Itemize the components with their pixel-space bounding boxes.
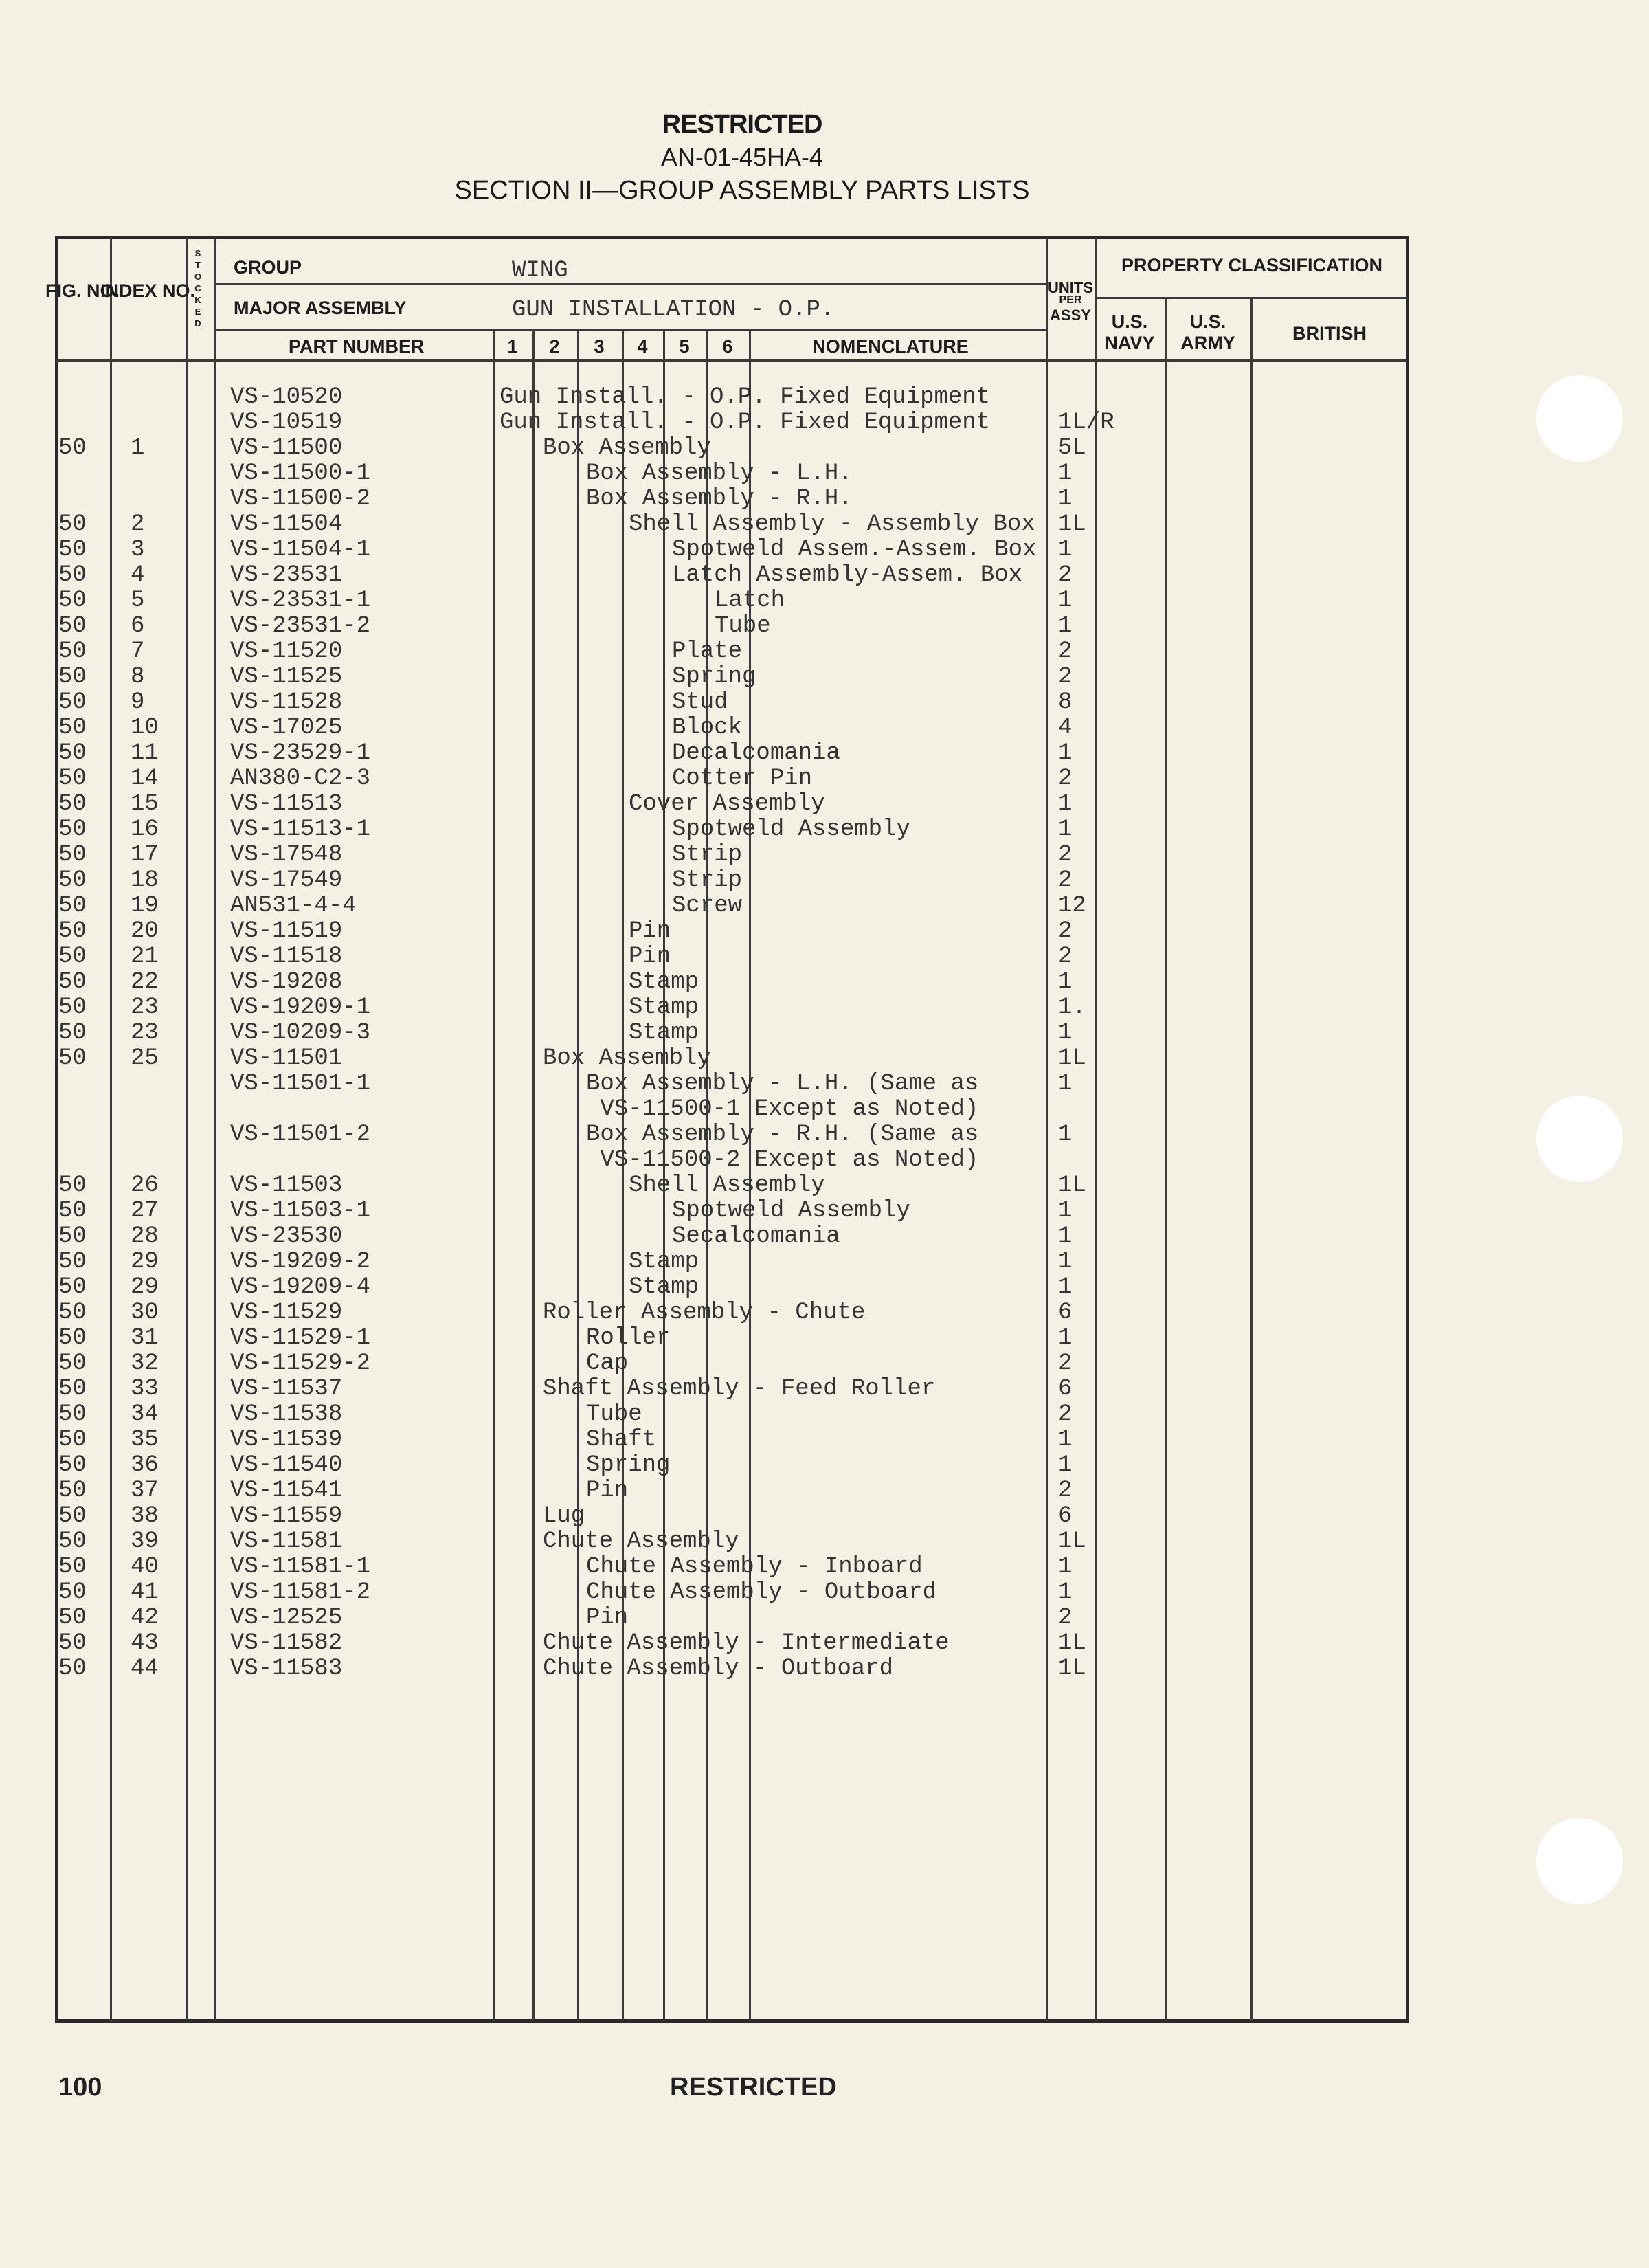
units-cell: 5L bbox=[1058, 435, 1086, 461]
nomenclature-cell: Box Assembly - R.H. (Same as bbox=[586, 1122, 979, 1148]
units-cell: 1L bbox=[1058, 1656, 1086, 1682]
group-value: WING bbox=[512, 258, 568, 284]
nomenclature-cell: Pin bbox=[629, 944, 671, 970]
fig-no-cell: 50 bbox=[58, 1045, 87, 1071]
index-no-cell: 29 bbox=[131, 1274, 159, 1300]
nomenclature-cell: Block bbox=[672, 715, 743, 741]
part-number-cell: VS-11582 bbox=[230, 1630, 343, 1656]
units-cell: 1 bbox=[1058, 486, 1073, 512]
units-cell: 12 bbox=[1058, 893, 1086, 919]
us-navy-header-line2: NAVY bbox=[1104, 333, 1155, 353]
part-number-cell: VS-11501-1 bbox=[230, 1071, 371, 1097]
nomenclature-cell: Cotter Pin bbox=[672, 766, 813, 792]
units-cell: 1 bbox=[1058, 1579, 1073, 1605]
binder-hole-bottom bbox=[1536, 1818, 1623, 1904]
units-cell: 1 bbox=[1058, 816, 1073, 843]
part-number-cell: VS-19208 bbox=[230, 969, 343, 995]
part-number-cell: VS-17025 bbox=[230, 715, 343, 741]
nomenclature-cell: Chute Assembly - Intermediate bbox=[543, 1630, 950, 1656]
nomenclature-cell: Cap bbox=[586, 1350, 629, 1377]
index-no-cell: 23 bbox=[131, 994, 159, 1021]
indent-level-3-header: 3 bbox=[594, 336, 605, 357]
nomenclature-cell: Pin bbox=[586, 1605, 629, 1631]
fig-no-cell: 50 bbox=[58, 1300, 87, 1326]
units-cell: 2 bbox=[1058, 918, 1073, 944]
part-number-cell: VS-11513-1 bbox=[230, 816, 371, 843]
index-no-cell: 9 bbox=[131, 689, 145, 715]
major-assembly-value: GUN INSTALLATION - O.P. bbox=[512, 297, 835, 323]
part-number-cell: VS-10209-3 bbox=[230, 1020, 371, 1046]
part-number-cell: VS-17549 bbox=[230, 867, 343, 893]
part-number-cell: VS-23531 bbox=[230, 562, 343, 588]
units-cell: 1 bbox=[1058, 969, 1073, 995]
fig-no-cell: 50 bbox=[58, 664, 87, 690]
fig-no-cell: 50 bbox=[58, 1452, 87, 1478]
units-cell: 2 bbox=[1058, 842, 1073, 868]
major-assembly-header: MAJOR ASSEMBLY bbox=[234, 298, 407, 318]
index-no-cell: 27 bbox=[131, 1198, 159, 1224]
units-cell: 2 bbox=[1058, 664, 1073, 690]
units-cell: 1 bbox=[1058, 460, 1073, 487]
fig-no-cell: 50 bbox=[58, 1630, 87, 1656]
part-number-cell: VS-11520 bbox=[230, 638, 343, 665]
units-cell: 2 bbox=[1058, 1401, 1073, 1427]
index-no-cell: 41 bbox=[131, 1579, 159, 1605]
fig-no-cell: 50 bbox=[58, 1579, 87, 1605]
units-cell: 1 bbox=[1058, 1071, 1073, 1097]
fig-no-cell: 50 bbox=[58, 638, 87, 665]
units-cell: 1 bbox=[1058, 1274, 1073, 1300]
units-cell: 2 bbox=[1058, 1478, 1073, 1504]
fig-no-cell: 50 bbox=[58, 842, 87, 868]
part-number-cell: VS-23531-1 bbox=[230, 588, 371, 614]
index-no-cell: 44 bbox=[131, 1656, 159, 1682]
index-no-cell: 43 bbox=[131, 1630, 159, 1656]
nomenclature-cell: Shaft Assembly - Feed Roller bbox=[543, 1376, 936, 1402]
part-number-cell: VS-17548 bbox=[230, 842, 343, 868]
part-number-cell: VS-11529-2 bbox=[230, 1350, 371, 1377]
fig-no-cell: 50 bbox=[58, 867, 87, 893]
nomenclature-cell: Box Assembly bbox=[543, 435, 711, 461]
index-no-cell: 29 bbox=[131, 1249, 159, 1275]
stocked-header: S T O C K E D bbox=[194, 248, 202, 329]
units-cell: 1 bbox=[1058, 740, 1073, 766]
nomenclature-cell: VS-11500-1 Except as Noted) bbox=[586, 1096, 979, 1122]
part-number-cell: VS-11529 bbox=[230, 1300, 343, 1326]
nomenclature-cell: Stamp bbox=[629, 1020, 699, 1046]
units-header-line1: UNITS bbox=[1048, 279, 1093, 296]
nomenclature-cell: Box Assembly - R.H. bbox=[586, 486, 853, 512]
index-no-cell: 31 bbox=[131, 1325, 159, 1351]
nomenclature-cell: Tube bbox=[586, 1401, 642, 1427]
index-no-cell: 15 bbox=[131, 791, 159, 817]
index-no-cell: 3 bbox=[131, 537, 145, 563]
index-no-cell: 35 bbox=[131, 1427, 159, 1453]
units-header-line2: PER bbox=[1059, 294, 1082, 306]
fig-no-cell: 50 bbox=[58, 715, 87, 741]
units-cell: 1 bbox=[1058, 1554, 1073, 1580]
part-number-cell: VS-11581-1 bbox=[230, 1554, 371, 1580]
nomenclature-cell: Cover Assembly bbox=[629, 791, 825, 817]
fig-no-cell: 50 bbox=[58, 689, 87, 715]
us-navy-header-line1: U.S. bbox=[1111, 311, 1148, 332]
indent-level-4-header: 4 bbox=[637, 336, 648, 357]
part-number-cell: VS-11540 bbox=[230, 1452, 343, 1478]
index-no-cell: 30 bbox=[131, 1300, 159, 1326]
index-no-cell: 14 bbox=[131, 766, 159, 792]
part-number-cell: VS-11581 bbox=[230, 1528, 343, 1555]
units-cell: 2 bbox=[1058, 867, 1073, 893]
units-cell: 1 bbox=[1058, 1249, 1073, 1275]
page-number: 100 bbox=[58, 2073, 102, 2102]
nomenclature-cell: Box Assembly - L.H. (Same as bbox=[586, 1071, 979, 1097]
fig-no-cell: 50 bbox=[58, 816, 87, 843]
nomenclature-cell: Strip bbox=[672, 842, 743, 868]
index-no-cell: 21 bbox=[131, 944, 159, 970]
part-number-cell: VS-11581-2 bbox=[230, 1579, 371, 1605]
fig-no-cell: 50 bbox=[58, 1376, 87, 1402]
classification-header: RESTRICTED bbox=[662, 110, 822, 139]
fig-no-cell: 50 bbox=[58, 562, 87, 588]
us-army-header-line2: ARMY bbox=[1180, 333, 1235, 353]
units-cell: 6 bbox=[1058, 1503, 1073, 1529]
index-no-cell: 22 bbox=[131, 969, 159, 995]
part-number-cell: VS-11500-1 bbox=[230, 460, 371, 487]
nomenclature-cell: Tube bbox=[715, 613, 771, 639]
fig-no-cell: 50 bbox=[58, 1274, 87, 1300]
units-cell: 4 bbox=[1058, 715, 1073, 741]
units-cell: 6 bbox=[1058, 1300, 1073, 1326]
nomenclature-cell: Stud bbox=[672, 689, 728, 715]
binder-hole-middle bbox=[1536, 1096, 1623, 1182]
index-no-cell: 6 bbox=[131, 613, 145, 639]
part-number-cell: VS-11500-2 bbox=[230, 486, 371, 512]
index-no-cell: 8 bbox=[131, 664, 145, 690]
indent-level-6-header: 6 bbox=[722, 336, 733, 357]
nomenclature-cell: Shaft bbox=[586, 1427, 657, 1453]
nomenclature-cell: Stamp bbox=[629, 1249, 699, 1275]
index-no-cell: 25 bbox=[131, 1045, 159, 1071]
part-number-cell: VS-11518 bbox=[230, 944, 343, 970]
fig-no-cell: 50 bbox=[58, 969, 87, 995]
index-no-header: INDEX NO. bbox=[100, 280, 196, 301]
nomenclature-cell: Plate bbox=[672, 638, 743, 665]
part-number-cell: AN531-4-4 bbox=[230, 893, 357, 919]
units-cell: 1L bbox=[1058, 1528, 1086, 1555]
units-cell: 1L bbox=[1058, 511, 1086, 537]
part-number-cell: VS-11525 bbox=[230, 664, 343, 690]
units-cell: 1 bbox=[1058, 1325, 1073, 1351]
nomenclature-cell: Stamp bbox=[629, 1274, 699, 1300]
binder-hole-top bbox=[1536, 375, 1623, 462]
nomenclature-cell: Box Assembly bbox=[543, 1045, 711, 1071]
part-number-cell: VS-11538 bbox=[230, 1401, 343, 1427]
index-no-cell: 19 bbox=[131, 893, 159, 919]
part-number-cell: VS-11513 bbox=[230, 791, 343, 817]
fig-no-cell: 50 bbox=[58, 613, 87, 639]
part-number-cell: VS-19209-4 bbox=[230, 1274, 371, 1300]
index-no-cell: 17 bbox=[131, 842, 159, 868]
nomenclature-cell: Spotweld Assembly bbox=[672, 816, 910, 843]
fig-no-cell: 50 bbox=[58, 1427, 87, 1453]
units-cell: 2 bbox=[1058, 1605, 1073, 1631]
us-army-header-line1: U.S. bbox=[1189, 311, 1226, 332]
part-number-cell: VS-10520 bbox=[230, 384, 343, 410]
index-no-cell: 11 bbox=[131, 740, 159, 766]
index-no-cell: 26 bbox=[131, 1172, 159, 1199]
units-cell: 8 bbox=[1058, 689, 1073, 715]
part-number-cell: VS-23530 bbox=[230, 1223, 343, 1249]
fig-no-cell: 50 bbox=[58, 1401, 87, 1427]
part-number-cell: VS-12525 bbox=[230, 1605, 343, 1631]
part-number-cell: VS-11501-2 bbox=[230, 1122, 371, 1148]
units-cell: 1 bbox=[1058, 537, 1073, 563]
units-cell: 1L bbox=[1058, 1172, 1086, 1199]
fig-no-cell: 50 bbox=[58, 1350, 87, 1377]
index-no-cell: 33 bbox=[131, 1376, 159, 1402]
part-number-cell: VS-11528 bbox=[230, 689, 343, 715]
nomenclature-cell: Chute Assembly - Outboard bbox=[586, 1579, 937, 1605]
part-number-cell: VS-11541 bbox=[230, 1478, 343, 1504]
nomenclature-cell: Gun Install. - O.P. Fixed Equipment bbox=[500, 410, 991, 436]
nomenclature-cell: Secalcomania bbox=[672, 1223, 840, 1249]
fig-no-cell: 50 bbox=[58, 740, 87, 766]
nomenclature-cell: VS-11500-2 Except as Noted) bbox=[586, 1147, 979, 1173]
nomenclature-cell: Spring bbox=[586, 1452, 671, 1478]
units-cell: 1 bbox=[1058, 588, 1073, 614]
part-number-cell: VS-10519 bbox=[230, 410, 343, 436]
part-number-cell: VS-11503-1 bbox=[230, 1198, 371, 1224]
nomenclature-header: NOMENCLATURE bbox=[812, 336, 969, 357]
fig-no-cell: 50 bbox=[58, 537, 87, 563]
index-no-cell: 42 bbox=[131, 1605, 159, 1631]
units-cell: 1 bbox=[1058, 1223, 1073, 1249]
fig-no-cell: 50 bbox=[58, 1325, 87, 1351]
part-number-cell: VS-19209-2 bbox=[230, 1249, 371, 1275]
nomenclature-cell: Pin bbox=[629, 918, 671, 944]
nomenclature-cell: Stamp bbox=[629, 969, 699, 995]
part-number-cell: AN380-C2-3 bbox=[230, 766, 371, 792]
part-number-cell: VS-11503 bbox=[230, 1172, 343, 1199]
property-classification-header: PROPERTY CLASSIFICATION bbox=[1121, 255, 1383, 276]
nomenclature-cell: Latch Assembly-Assem. Box bbox=[672, 562, 1023, 588]
units-cell: 2 bbox=[1058, 944, 1073, 970]
part-number-cell: VS-11559 bbox=[230, 1503, 343, 1529]
index-no-cell: 37 bbox=[131, 1478, 159, 1504]
units-cell: 1L bbox=[1058, 1045, 1086, 1071]
index-no-cell: 36 bbox=[131, 1452, 159, 1478]
fig-no-cell: 50 bbox=[58, 994, 87, 1021]
part-number-cell: VS-11537 bbox=[230, 1376, 343, 1402]
british-header: BRITISH bbox=[1292, 323, 1367, 344]
nomenclature-cell: Shell Assembly - Assembly Box bbox=[629, 511, 1035, 537]
index-no-cell: 2 bbox=[131, 511, 145, 537]
part-number-header: PART NUMBER bbox=[289, 336, 425, 357]
indent-level-2-header: 2 bbox=[549, 336, 560, 357]
index-no-cell: 40 bbox=[131, 1554, 159, 1580]
index-no-cell: 38 bbox=[131, 1503, 159, 1529]
units-cell: 1L bbox=[1058, 1630, 1086, 1656]
nomenclature-cell: Gun Install. - O.P. Fixed Equipment bbox=[500, 384, 991, 410]
nomenclature-cell: Latch bbox=[715, 588, 785, 614]
part-number-cell: VS-23531-2 bbox=[230, 613, 371, 639]
part-number-cell: VS-11539 bbox=[230, 1427, 343, 1453]
fig-no-cell: 50 bbox=[58, 766, 87, 792]
fig-no-cell: 50 bbox=[58, 511, 87, 537]
nomenclature-cell: Spotweld Assembly bbox=[672, 1198, 910, 1224]
indent-level-5-header: 5 bbox=[679, 336, 690, 357]
fig-no-cell: 50 bbox=[58, 1478, 87, 1504]
units-cell: 1 bbox=[1058, 613, 1073, 639]
fig-no-cell: 50 bbox=[58, 1503, 87, 1529]
index-no-cell: 4 bbox=[131, 562, 145, 588]
index-no-cell: 28 bbox=[131, 1223, 159, 1249]
nomenclature-cell: Shell Assembly bbox=[629, 1172, 825, 1199]
index-no-cell: 1 bbox=[131, 435, 145, 461]
nomenclature-cell: Roller bbox=[586, 1325, 671, 1351]
units-cell: 2 bbox=[1058, 766, 1073, 792]
index-no-cell: 16 bbox=[131, 816, 159, 843]
nomenclature-cell: Screw bbox=[672, 893, 743, 919]
nomenclature-cell: Spring bbox=[672, 664, 756, 690]
units-cell: 2 bbox=[1058, 1350, 1073, 1377]
nomenclature-cell: Decalcomania bbox=[672, 740, 840, 766]
index-no-cell: 18 bbox=[131, 867, 159, 893]
part-number-cell: VS-11583 bbox=[230, 1656, 343, 1682]
nomenclature-cell: Pin bbox=[586, 1478, 629, 1504]
part-number-cell: VS-23529-1 bbox=[230, 740, 371, 766]
fig-no-cell: 50 bbox=[58, 1172, 87, 1199]
fig-no-cell: 50 bbox=[58, 435, 87, 461]
nomenclature-cell: Roller Assembly - Chute bbox=[543, 1300, 866, 1326]
units-cell: 1 bbox=[1058, 1427, 1073, 1453]
fig-no-cell: 50 bbox=[58, 1223, 87, 1249]
nomenclature-cell: Lug bbox=[543, 1503, 585, 1529]
units-cell: 1L/R bbox=[1058, 410, 1114, 436]
fig-no-cell: 50 bbox=[58, 1020, 87, 1046]
footer-classification: RESTRICTED bbox=[670, 2073, 837, 2102]
nomenclature-cell: Strip bbox=[672, 867, 743, 893]
index-no-cell: 39 bbox=[131, 1528, 159, 1555]
fig-no-cell: 50 bbox=[58, 1605, 87, 1631]
index-no-cell: 7 bbox=[131, 638, 145, 665]
nomenclature-cell: Chute Assembly bbox=[543, 1528, 739, 1555]
part-number-cell: VS-11519 bbox=[230, 918, 343, 944]
fig-no-cell: 50 bbox=[58, 1656, 87, 1682]
part-number-cell: VS-11529-1 bbox=[230, 1325, 371, 1351]
nomenclature-cell: Chute Assembly - Inboard bbox=[586, 1554, 923, 1580]
units-header-line3: ASSY bbox=[1050, 307, 1091, 324]
units-cell: 1 bbox=[1058, 1452, 1073, 1478]
part-number-cell: VS-19209-1 bbox=[230, 994, 371, 1021]
index-no-cell: 34 bbox=[131, 1401, 159, 1427]
fig-no-cell: 50 bbox=[58, 1554, 87, 1580]
index-no-cell: 23 bbox=[131, 1020, 159, 1046]
nomenclature-cell: Chute Assembly - Outboard bbox=[543, 1656, 894, 1682]
fig-no-header: FIG. NO. bbox=[45, 280, 120, 301]
part-number-cell: VS-11504-1 bbox=[230, 537, 371, 563]
fig-no-cell: 50 bbox=[58, 1249, 87, 1275]
units-cell: 1. bbox=[1058, 994, 1086, 1021]
part-number-cell: VS-11500 bbox=[230, 435, 343, 461]
fig-no-cell: 50 bbox=[58, 1528, 87, 1555]
part-number-cell: VS-11504 bbox=[230, 511, 343, 537]
index-no-cell: 5 bbox=[131, 588, 145, 614]
units-cell: 1 bbox=[1058, 1122, 1073, 1148]
units-cell: 1 bbox=[1058, 1020, 1073, 1046]
part-number-cell: VS-11501 bbox=[230, 1045, 343, 1071]
nomenclature-cell: Stamp bbox=[629, 994, 699, 1021]
index-no-cell: 20 bbox=[131, 918, 159, 944]
indent-level-1-header: 1 bbox=[507, 336, 518, 357]
section-title: SECTION II—GROUP ASSEMBLY PARTS LISTS bbox=[454, 176, 1030, 205]
nomenclature-cell: Spotweld Assem.-Assem. Box bbox=[672, 537, 1037, 563]
index-no-cell: 32 bbox=[131, 1350, 159, 1377]
units-cell: 2 bbox=[1058, 638, 1073, 665]
units-cell: 6 bbox=[1058, 1376, 1073, 1402]
fig-no-cell: 50 bbox=[58, 791, 87, 817]
nomenclature-cell: Box Assembly - L.H. bbox=[586, 460, 853, 487]
fig-no-cell: 50 bbox=[58, 893, 87, 919]
fig-no-cell: 50 bbox=[58, 944, 87, 970]
fig-no-cell: 50 bbox=[58, 918, 87, 944]
units-cell: 2 bbox=[1058, 562, 1073, 588]
group-header: GROUP bbox=[234, 257, 302, 278]
fig-no-cell: 50 bbox=[58, 588, 87, 614]
units-cell: 1 bbox=[1058, 1198, 1073, 1224]
document-number: AN-01-45HA-4 bbox=[660, 143, 824, 171]
units-cell: 1 bbox=[1058, 791, 1073, 817]
index-no-cell: 10 bbox=[131, 715, 159, 741]
fig-no-cell: 50 bbox=[58, 1198, 87, 1224]
